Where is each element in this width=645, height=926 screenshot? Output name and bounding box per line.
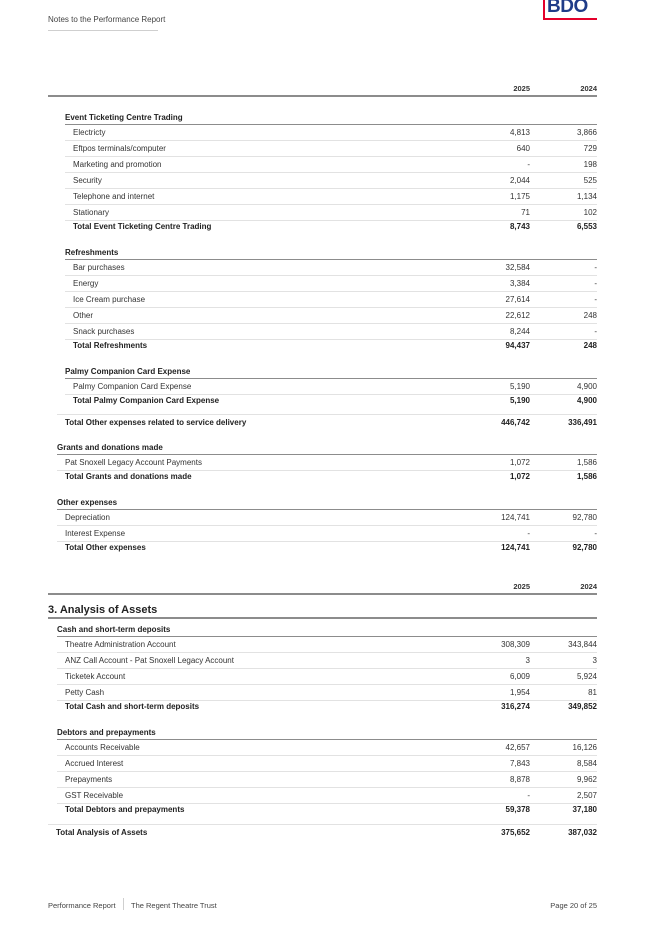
total-2025: 5,190 bbox=[509, 396, 530, 405]
row-label: Ice Cream purchase bbox=[73, 295, 146, 304]
total-service-delivery-row bbox=[57, 414, 597, 430]
total-label: Total Grants and donations made bbox=[65, 472, 192, 481]
value-2024: 1,586 bbox=[576, 458, 597, 467]
value-2025: - bbox=[527, 529, 530, 538]
total-2024: 1,586 bbox=[576, 472, 597, 481]
value-2025: 3,384 bbox=[509, 279, 530, 288]
total-row bbox=[65, 393, 597, 409]
total-2025: 94,437 bbox=[505, 341, 530, 350]
value-2024: - bbox=[594, 529, 597, 538]
table-row bbox=[65, 125, 597, 141]
total-label: Total Event Ticketing Centre Trading bbox=[73, 222, 212, 231]
table-row bbox=[57, 756, 597, 772]
value-2025: 3 bbox=[525, 656, 530, 665]
table-row bbox=[57, 740, 597, 756]
value-2025: - bbox=[527, 791, 530, 800]
value-2024: 248 bbox=[583, 311, 597, 320]
column-header-2024: 2024 bbox=[580, 582, 597, 591]
logo-accent-underline bbox=[543, 18, 597, 20]
total-label: Total Other expenses related to service delivery bbox=[65, 418, 247, 427]
total-label: Total Other expenses bbox=[65, 543, 146, 552]
value-2025: 22,612 bbox=[505, 311, 530, 320]
value-2024: 5,924 bbox=[576, 672, 597, 681]
table-row bbox=[65, 292, 597, 308]
grand-total-row bbox=[48, 824, 597, 840]
value-2024: 92,780 bbox=[572, 513, 597, 522]
total-label: Total Debtors and prepayments bbox=[65, 805, 185, 814]
value-2025: - bbox=[527, 160, 530, 169]
total-row bbox=[57, 699, 597, 715]
total-2025: 1,072 bbox=[509, 472, 530, 481]
table-row bbox=[65, 308, 597, 324]
row-label: Petty Cash bbox=[65, 688, 105, 697]
total-label: Total Analysis of Assets bbox=[56, 828, 148, 837]
value-2024: - bbox=[594, 327, 597, 336]
value-2025: 308,309 bbox=[501, 640, 530, 649]
value-2024: 3 bbox=[592, 656, 597, 665]
value-2024: 102 bbox=[583, 208, 597, 217]
total-2025: 375,652 bbox=[501, 828, 530, 837]
value-2024: 729 bbox=[583, 144, 597, 153]
total-2025: 316,274 bbox=[501, 702, 530, 711]
total-row bbox=[57, 469, 597, 485]
row-label: Other bbox=[73, 311, 94, 320]
header-divider bbox=[48, 30, 158, 31]
total-2024: 387,032 bbox=[568, 828, 597, 837]
row-label: Stationary bbox=[73, 208, 110, 217]
footer-divider bbox=[123, 898, 124, 910]
total-row bbox=[57, 802, 597, 818]
table-row bbox=[57, 669, 597, 685]
value-2024: 2,507 bbox=[576, 791, 597, 800]
row-label: GST Receivable bbox=[65, 791, 124, 800]
value-2025: 6,009 bbox=[509, 672, 530, 681]
value-2024: 3,866 bbox=[576, 128, 597, 137]
logo-accent-bar bbox=[543, 0, 545, 20]
total-2025: 446,742 bbox=[501, 418, 530, 427]
total-2024: 37,180 bbox=[572, 805, 597, 814]
value-2025: 8,878 bbox=[509, 775, 530, 784]
total-row bbox=[65, 219, 597, 235]
value-2025: 8,244 bbox=[509, 327, 530, 336]
group-heading-debtors: Debtors and prepayments bbox=[57, 728, 156, 737]
value-2025: 4,813 bbox=[509, 128, 530, 137]
row-label: Prepayments bbox=[65, 775, 113, 784]
value-2024: 343,844 bbox=[568, 640, 597, 649]
table-row bbox=[65, 157, 597, 173]
value-2025: 71 bbox=[521, 208, 530, 217]
column-header-2024: 2024 bbox=[580, 84, 597, 93]
row-label: Electricty bbox=[73, 128, 106, 137]
total-2024: 92,780 bbox=[572, 543, 597, 552]
value-2024: 81 bbox=[588, 688, 597, 697]
value-2024: 16,126 bbox=[572, 743, 597, 752]
total-2024: 6,553 bbox=[576, 222, 597, 231]
value-2025: 124,741 bbox=[501, 513, 530, 522]
value-2025: 32,584 bbox=[505, 263, 530, 272]
row-label: Accrued Interest bbox=[65, 759, 124, 768]
group-heading-palmy: Palmy Companion Card Expense bbox=[65, 367, 191, 376]
table-header-rule bbox=[48, 593, 597, 595]
row-label: Accounts Receivable bbox=[65, 743, 140, 752]
value-2024: - bbox=[594, 295, 597, 304]
row-label: Depreciation bbox=[65, 513, 110, 522]
table-row bbox=[65, 141, 597, 157]
value-2025: 42,657 bbox=[505, 743, 530, 752]
group-heading-cash: Cash and short-term deposits bbox=[57, 625, 171, 634]
bdo-logo bbox=[543, 0, 597, 22]
column-header-2025: 2025 bbox=[513, 84, 530, 93]
table-row bbox=[65, 260, 597, 276]
value-2024: 8,584 bbox=[576, 759, 597, 768]
group-heading-other-expenses: Other expenses bbox=[57, 498, 118, 507]
value-2024: 1,134 bbox=[576, 192, 597, 201]
table-row bbox=[57, 653, 597, 669]
value-2024: 4,900 bbox=[576, 382, 597, 391]
group-heading-refreshments: Refreshments bbox=[65, 248, 119, 257]
table-row bbox=[65, 276, 597, 292]
total-2025: 8,743 bbox=[509, 222, 530, 231]
value-2024: 9,962 bbox=[576, 775, 597, 784]
column-header-2025: 2025 bbox=[513, 582, 530, 591]
total-label: Total Palmy Companion Card Expense bbox=[73, 396, 220, 405]
total-2024: 248 bbox=[583, 341, 597, 350]
table-header-rule bbox=[48, 95, 597, 97]
row-label: Bar purchases bbox=[73, 263, 125, 272]
total-2024: 336,491 bbox=[568, 418, 597, 427]
value-2025: 2,044 bbox=[509, 176, 530, 185]
group-heading-event-ticketing: Event Ticketing Centre Trading bbox=[65, 113, 183, 122]
table-row bbox=[57, 637, 597, 653]
row-label: ANZ Call Account - Pat Snoxell Legacy Account bbox=[65, 656, 234, 665]
row-label: Palmy Companion Card Expense bbox=[73, 382, 192, 391]
value-2025: 1,175 bbox=[509, 192, 530, 201]
footer-organisation: The Regent Theatre Trust bbox=[131, 901, 217, 910]
total-row bbox=[57, 540, 597, 556]
value-2025: 640 bbox=[516, 144, 530, 153]
row-label: Marketing and promotion bbox=[73, 160, 162, 169]
total-2025: 124,741 bbox=[501, 543, 530, 552]
total-label: Total Cash and short-term deposits bbox=[65, 702, 200, 711]
total-2024: 349,852 bbox=[568, 702, 597, 711]
value-2025: 27,614 bbox=[505, 295, 530, 304]
page-header-title: Notes to the Performance Report bbox=[48, 15, 166, 24]
total-2025: 59,378 bbox=[505, 805, 530, 814]
value-2025: 5,190 bbox=[509, 382, 530, 391]
value-2024: - bbox=[594, 279, 597, 288]
section-title-rule bbox=[48, 617, 597, 619]
page-number: Page 20 of 25 bbox=[550, 901, 597, 910]
value-2025: 1,072 bbox=[509, 458, 530, 467]
total-row bbox=[65, 338, 597, 354]
table-row bbox=[57, 510, 597, 526]
value-2025: 1,954 bbox=[509, 688, 530, 697]
row-label: Telephone and internet bbox=[73, 192, 155, 201]
row-label: Energy bbox=[73, 279, 99, 288]
row-label: Theatre Administration Account bbox=[65, 640, 176, 649]
value-2024: 198 bbox=[583, 160, 597, 169]
footer-report-name: Performance Report bbox=[48, 901, 116, 910]
table-row bbox=[65, 173, 597, 189]
total-label: Total Refreshments bbox=[73, 341, 148, 350]
value-2025: 7,843 bbox=[509, 759, 530, 768]
value-2024: - bbox=[594, 263, 597, 272]
row-label: Security bbox=[73, 176, 102, 185]
group-heading-grants: Grants and donations made bbox=[57, 443, 163, 452]
table-row bbox=[57, 772, 597, 788]
total-2024: 4,900 bbox=[576, 396, 597, 405]
table-row bbox=[65, 189, 597, 205]
value-2024: 525 bbox=[583, 176, 597, 185]
row-label: Eftpos terminals/computer bbox=[73, 144, 166, 153]
row-label: Snack purchases bbox=[73, 327, 135, 336]
row-label: Ticketek Account bbox=[65, 672, 126, 681]
logo-text: BDO bbox=[547, 0, 588, 17]
row-label: Interest Expense bbox=[65, 529, 126, 538]
section-title-analysis-of-assets: 3. Analysis of Assets bbox=[48, 604, 158, 616]
row-label: Pat Snoxell Legacy Account Payments bbox=[65, 458, 202, 467]
